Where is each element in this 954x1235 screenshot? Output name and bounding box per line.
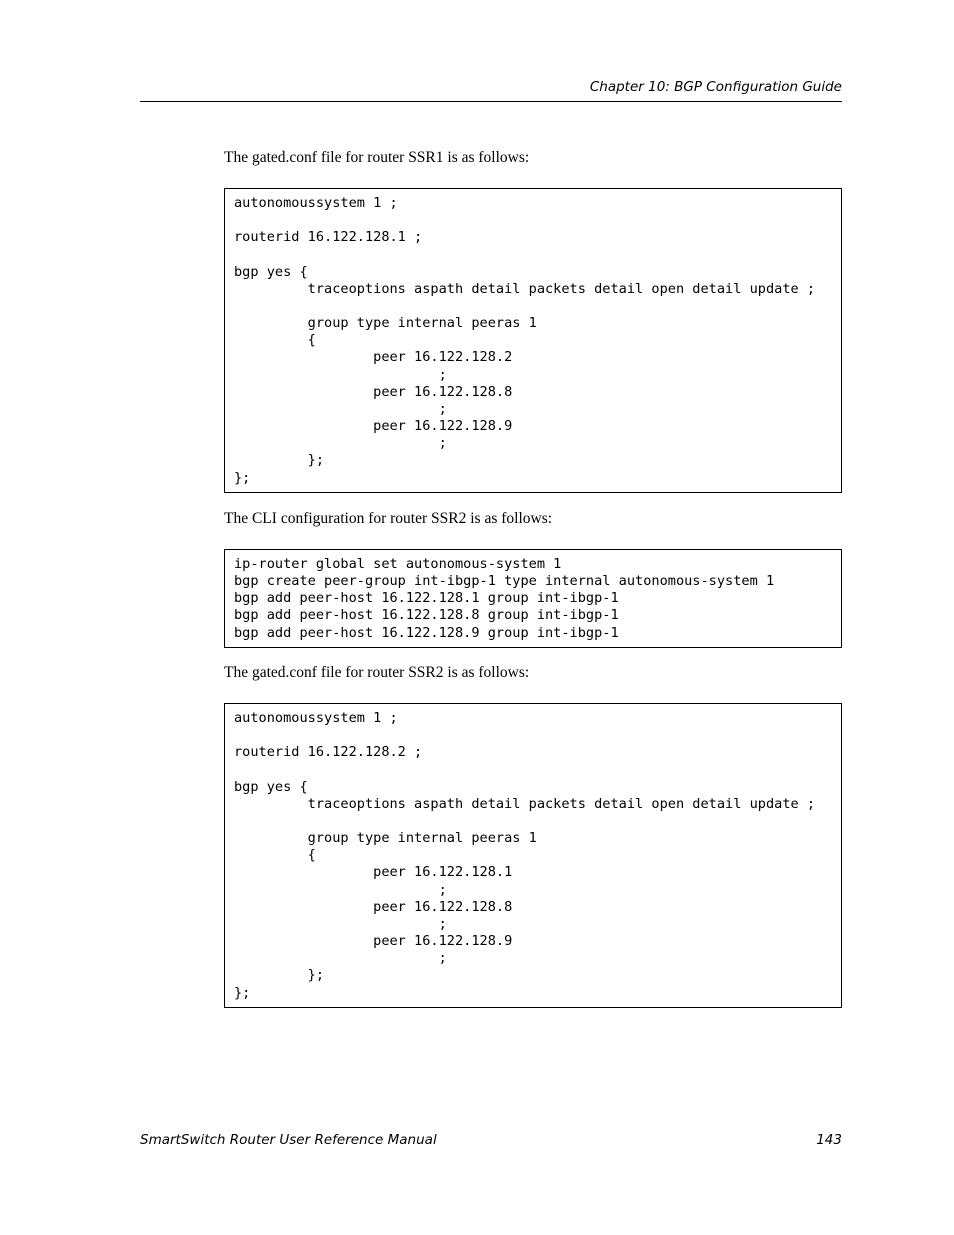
ssr2-gated-intro: The gated.conf file for router SSR2 is as follows: (224, 664, 530, 681)
chapter-title: Chapter 10: BGP Configuration Guide (589, 79, 842, 95)
ssr1-gated-code-box (224, 188, 842, 493)
ssr2-cli-code-box (224, 549, 842, 648)
ssr2-gated-code: autonomoussystem 1 ; routerid 16.122.128.2 ; bgp yes { traceoptions aspath detail packets detail open detail update ; group type internal peeras 1 { peer 16.122.128.1 ; peer 16.122.128.8 ; peer 16.122.128.9 ; }; }; (234, 710, 816, 1001)
ssr1-gated-code: autonomoussystem 1 ; routerid 16.122.128.1 ; bgp yes { traceoptions aspath detail packets detail open detail update ; group type internal peeras 1 { peer 16.122.128.2 ; peer 16.122.128.8 ; peer 16.122.128.9 ; }; }; (234, 195, 816, 486)
ssr2-cli-intro: The CLI configuration for router SSR2 is as follows: (224, 510, 553, 527)
footer-manual-title: SmartSwitch Router User Reference Manual (140, 1132, 437, 1148)
ssr2-gated-code-box (224, 703, 842, 1008)
ssr2-cli-code: ip-router global set autonomous-system 1 bgp create peer-group int-ibgp-1 type internal autonomous-system 1 bgp add peer-host 16.122.128.1 group int-ibgp-1 bgp add peer-host 16.122.128.8 group int-ibgp-1 bgp add peer-host 16.122.128.9 group int-ibgp-1 (234, 556, 775, 641)
ssr1-gated-intro: The gated.conf file for router SSR1 is as follows: (224, 149, 530, 166)
page-header (140, 79, 842, 102)
footer-page-number: 143 (816, 1132, 842, 1148)
